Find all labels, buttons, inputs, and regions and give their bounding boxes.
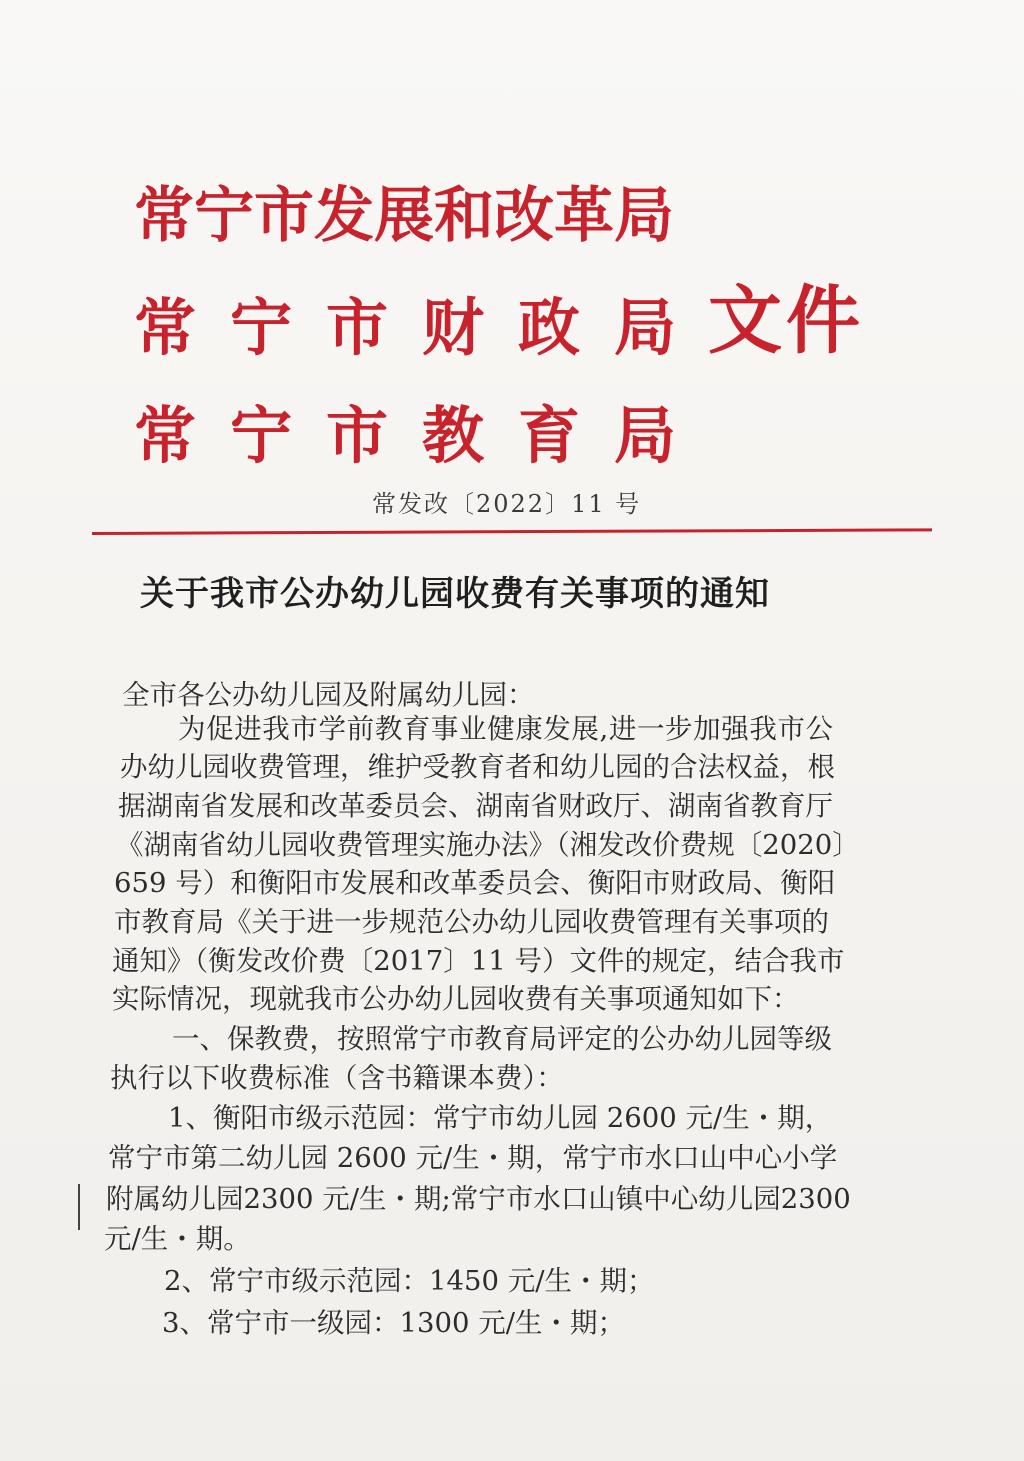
document-type-label: 文件 — [708, 278, 864, 364]
body-line: 实际情况，现就我市公办幼儿园收费有关事项通知如下： — [112, 983, 800, 1015]
body-line: 市教育局《关于进一步规范公办幼儿园收费管理有关事项的 — [114, 906, 829, 938]
body-line-section-1: 一、保教费，按照常宁市教育局评定的公办幼儿园等级 — [172, 1023, 832, 1055]
body-line: 659 号）和衡阳市发展和改革委员会、衡阳市财政局、衡阳 — [114, 867, 836, 899]
body-line-item-2: 2、常宁市级示范园：1450 元/生・期； — [164, 1265, 655, 1297]
issuer-finance-bureau: 常宁市财政局 — [134, 291, 711, 364]
body-line: 常宁市第二幼儿园 2600 元/生・期，常宁市水口山中心小学 — [108, 1142, 838, 1174]
body-line: 办幼儿园收费管理，维护受教育者和幼儿园的合法权益，根 — [120, 751, 835, 783]
body-line: 元/生・期。 — [104, 1223, 251, 1255]
body-line-salutation: 全市各公办幼儿园及附属幼儿园： — [122, 679, 535, 711]
body-line-item-3: 3、常宁市一级园：1300 元/生・期； — [162, 1307, 625, 1339]
issuer-development-reform-bureau: 常宁市发展和改革局 — [134, 181, 674, 251]
red-divider-line — [92, 528, 932, 535]
body-line: 为促进我市学前教育事业健康发展,进一步加强我市公 — [178, 713, 834, 745]
document-number: 常发改〔2022〕11 号 — [372, 490, 642, 518]
document-title: 关于我市公办幼儿园收费有关事项的通知 — [140, 574, 770, 614]
body-line-item-1: 1、衡阳市级示范园：常宁市幼儿园 2600 元/生・期， — [168, 1102, 833, 1134]
body-line: 通知》（衡发改价费〔2017〕11 号）文件的规定，结合我市 — [112, 945, 845, 977]
issuer-education-bureau: 常宁市教育局 — [134, 399, 711, 472]
margin-pen-mark — [78, 1184, 80, 1230]
body-line: 执行以下收费标准（含书籍课本费）： — [110, 1062, 564, 1094]
body-line: 《湖南省幼儿园收费管理实施办法》（湘发改价费规〔2020〕 — [116, 829, 860, 861]
body-line: 据湖南省发展和改革委员会、湖南省财政厅、湖南省教育厅 — [118, 790, 833, 822]
body-line: 附属幼儿园2300 元/生・期;常宁市水口山镇中心幼儿园2300 — [106, 1183, 851, 1215]
